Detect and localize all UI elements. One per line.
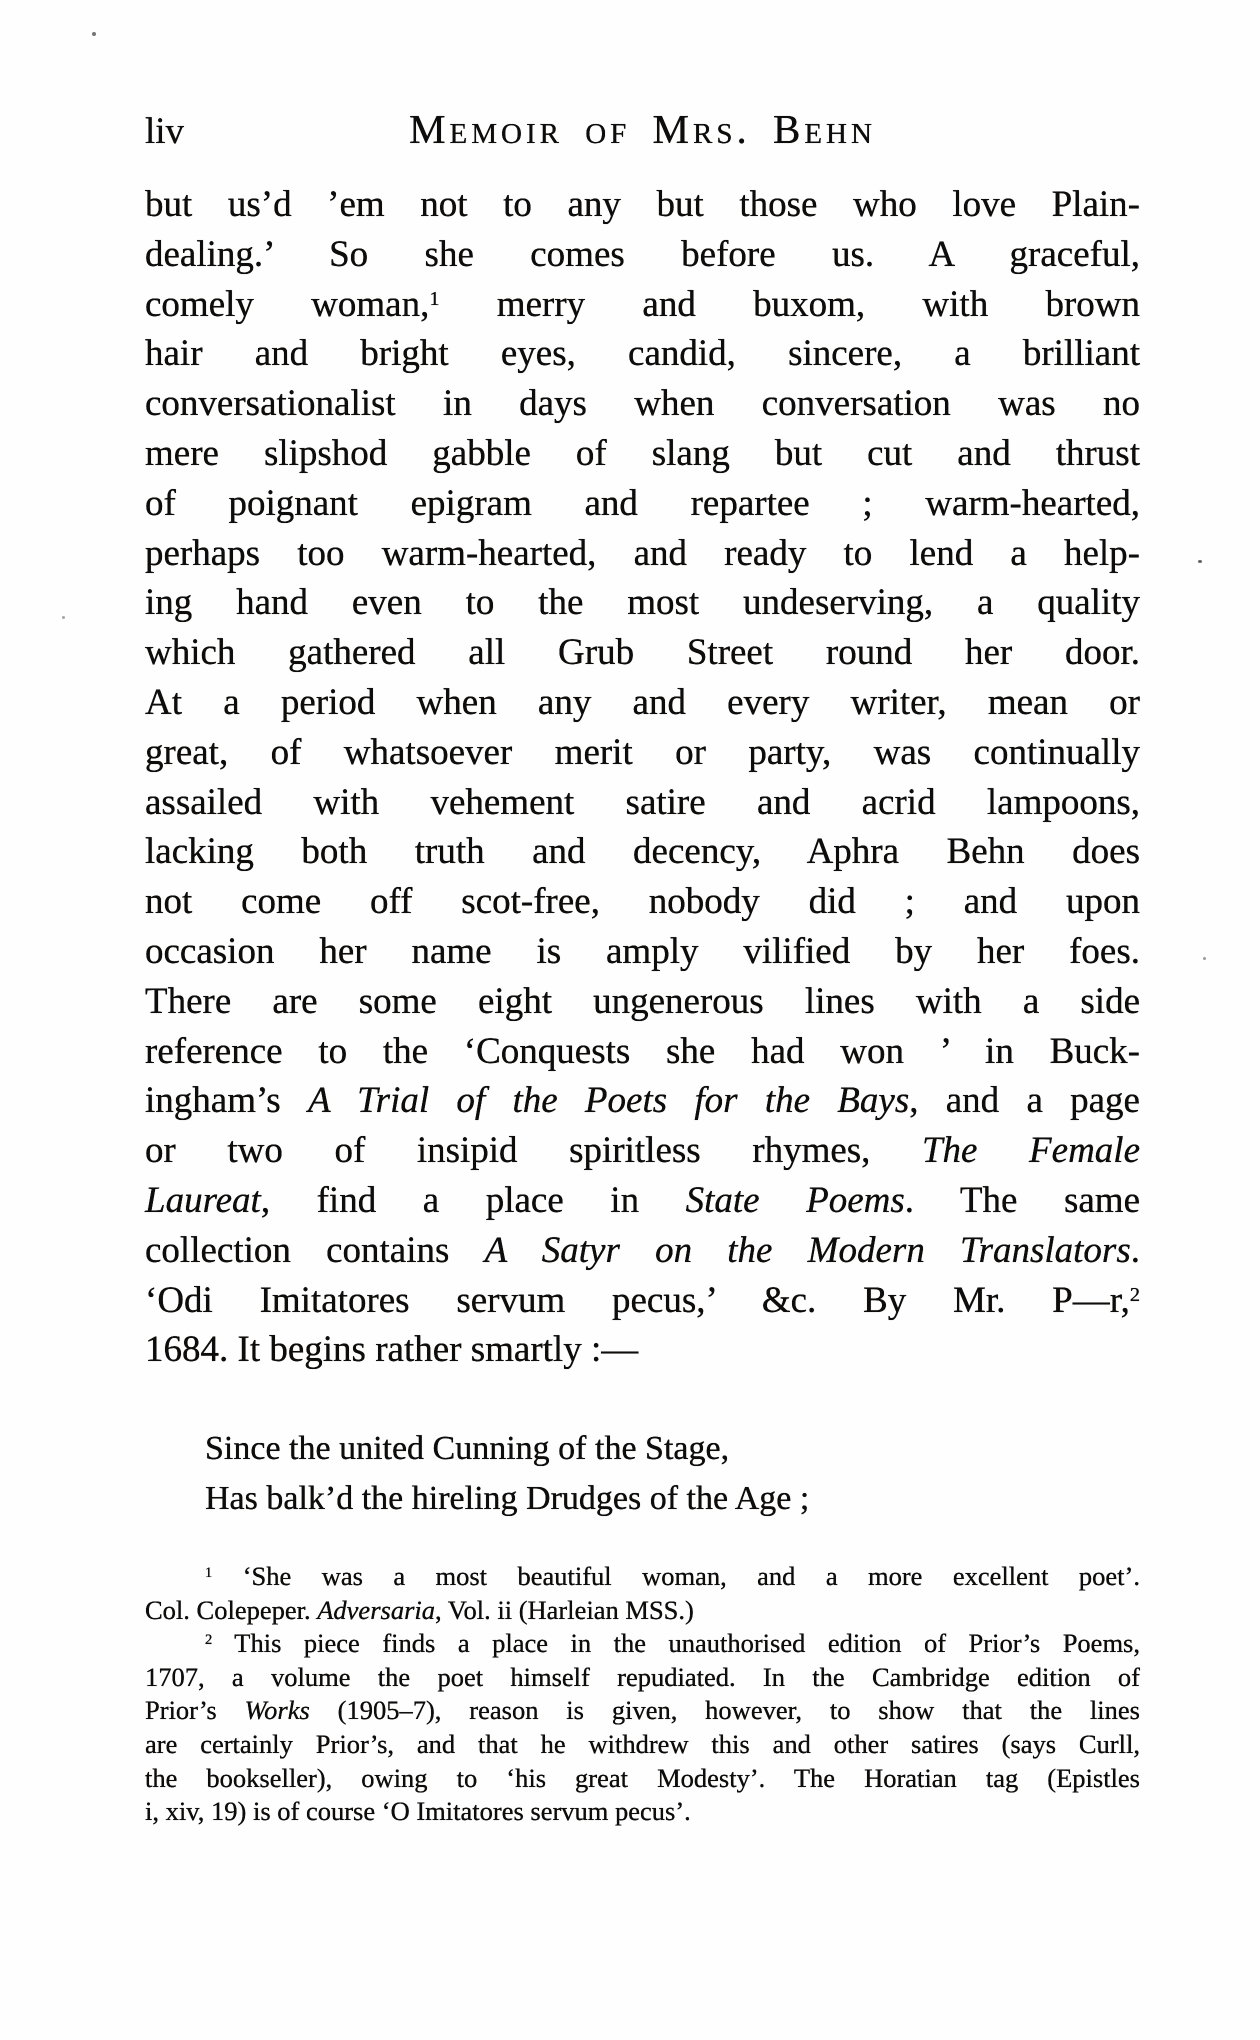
running-title: Memoir of Mrs. Behn: [409, 106, 876, 152]
scan-speck: [1198, 560, 1202, 563]
scan-speck: [62, 616, 65, 619]
text-line: Has balk’d the hireling Drudges of the Age ;: [205, 1480, 810, 1517]
text-line: ingham’s A Trial of the Poets for the Bays, and a page: [145, 1080, 1140, 1122]
text-line: Col. Colepeper. Adversaria, Vol. ii (Harleian MSS.): [145, 1594, 694, 1625]
text-line: ing hand even to the most undeserving, a quality: [145, 582, 1140, 624]
text-line: perhaps too warm-hearted, and ready to lend a help-: [145, 532, 1140, 574]
text-line: $^2$ This piece finds a place in the unauthorised edition of Prior’s Poems,: [205, 1628, 1140, 1659]
text-line: dealing.’ So she comes before us. A graceful,: [145, 233, 1140, 275]
text-line: Since the united Cunning of the Stage,: [205, 1430, 730, 1467]
text-line: hair and bright eyes, candid, sincere, a brilliant: [145, 333, 1140, 375]
text-line: Laureat, find a place in State Poems. The same: [145, 1179, 1140, 1221]
footnotes-section: [145, 1560, 1140, 1829]
text-line: of poignant epigram and repartee ; warm-hearted,: [145, 482, 1140, 524]
text-line: At a period when any and every writer, mean or: [145, 681, 1140, 723]
text-line: Prior’s Works (1905–7), reason is given, however, to show that the lines: [145, 1695, 1140, 1726]
text-line: lacking both truth and decency, Aphra Behn does: [145, 831, 1140, 873]
text-line: 1684. It begins rather smartly :—: [145, 1329, 639, 1371]
text-line: but us’d ’em not to any but those who love Plain-: [145, 184, 1140, 225]
text-line: reference to the ‘Conquests she had won ’ in Buck-: [145, 1030, 1140, 1072]
text-line: conversationalist in days when conversation was no: [145, 383, 1140, 425]
text-line: 1707, a volume the poet himself repudiated. In the Cambridge edition of: [145, 1661, 1140, 1692]
text-line: assailed with vehement satire and acrid lampoons,: [145, 781, 1140, 823]
scan-speck: [1203, 957, 1206, 960]
text-line: comely woman,$^1$ merry and buxom, with brown: [145, 283, 1141, 325]
text-line: not come off scot-free, nobody did ; and upon: [145, 881, 1140, 923]
scan-speck: [92, 32, 96, 36]
page-header: [145, 96, 1140, 158]
text-line: ‘Odi Imitatores servum pecus,’ &c. By Mr. P—r,$^2$: [145, 1279, 1140, 1321]
text-line: the bookseller), owing to ‘his great Modesty’. The Horatian tag (Epistles: [145, 1762, 1140, 1793]
page-number: liv: [145, 111, 185, 152]
text-line: or two of insipid spiritless rhymes, The Female: [145, 1130, 1140, 1172]
text-line: mere slipshod gabble of slang but cut and thrust: [145, 432, 1140, 474]
body-text: [145, 180, 1140, 1375]
verse-quote: [205, 1424, 1140, 1524]
text-line: $^1$ ‘She was a most beautiful woman, and a more excellent poet’.: [205, 1561, 1140, 1591]
text-line: i, xiv, 19) is of course ‘O Imitatores servum pecus’.: [145, 1796, 691, 1827]
footnote-2: [145, 1627, 1140, 1829]
text-line: occasion her name is amply vilified by her foes.: [145, 930, 1140, 972]
footnote-1: [145, 1560, 1140, 1627]
text-line: collection contains A Satyr on the Modern Translators.: [145, 1229, 1140, 1271]
text-line: which gathered all Grub Street round her door.: [145, 632, 1140, 674]
text-line: great, of whatsoever merit or party, was continually: [145, 731, 1140, 773]
text-line: are certainly Prior’s, and that he withdrew this and other satires (says Curll,: [145, 1728, 1140, 1759]
text-line: There are some eight ungenerous lines with a side: [145, 980, 1140, 1022]
